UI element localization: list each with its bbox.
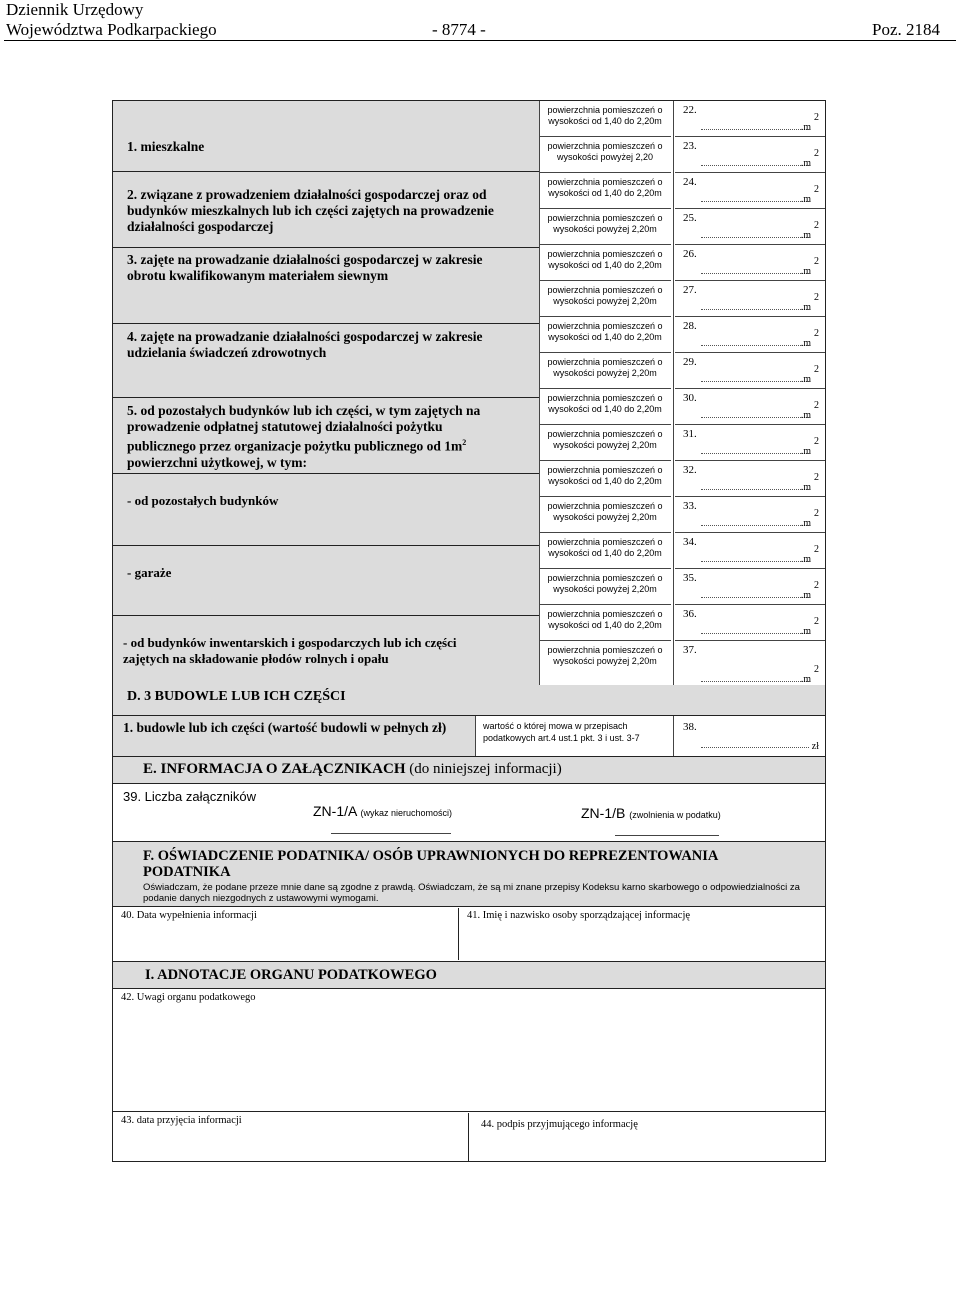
subrow-label: powierzchnia pomieszczeń o wysokości od 1,40 do 2,20m bbox=[539, 461, 671, 497]
preparer-name-field[interactable] bbox=[459, 908, 825, 960]
unit-label: .m bbox=[800, 158, 811, 169]
unit-sup: 2 bbox=[814, 616, 819, 627]
dotted-line bbox=[701, 237, 809, 238]
subrow-label: powierzchnia pomieszczeń o wysokości powyżej 2,20m bbox=[539, 497, 671, 533]
fill-date-label: 40. Data wypełnienia informacji bbox=[121, 910, 257, 921]
field-number: 22. bbox=[683, 104, 697, 116]
unit-sup: 2 bbox=[814, 256, 819, 267]
field-number: 30. bbox=[683, 392, 697, 404]
field-number: 28. bbox=[683, 320, 697, 332]
dotted-line bbox=[701, 453, 809, 454]
field-number: 33. bbox=[683, 500, 697, 512]
receipt-date-field[interactable] bbox=[113, 1113, 469, 1161]
declaration-text: Oświadczam, że podane przeze mnie dane są zgodne z prawdą. Oświadczam, że są mi znane przepisy Kodeksu karno skarbowego o odpowiedzialności za podanie danych niezgodnych z ustawowymi wymogami. bbox=[143, 882, 800, 904]
divider bbox=[113, 247, 539, 248]
receipt-date-label: 43. data przyjęcia informacji bbox=[121, 1115, 242, 1126]
dotted-line bbox=[701, 525, 809, 526]
unit-sup: 2 bbox=[814, 400, 819, 411]
column-separator bbox=[673, 101, 674, 689]
receiver-signature-field[interactable] bbox=[469, 1113, 825, 1161]
journal-title: Dziennik Urzędowy bbox=[6, 0, 144, 19]
divider bbox=[113, 545, 539, 546]
unit-sup: 2 bbox=[814, 544, 819, 555]
unit-label: .m bbox=[800, 590, 811, 601]
section-4-label: 4. zajęte na prowadzanie działalności gospodarczej w zakresie udzielania świadczeń zdrowotnych bbox=[127, 329, 483, 360]
header-rule bbox=[4, 40, 956, 41]
field-33[interactable] bbox=[675, 497, 825, 533]
subrow-label: powierzchnia pomieszczeń o wysokości od 1,40 do 2,20m bbox=[539, 605, 671, 641]
attachments-field[interactable] bbox=[119, 785, 825, 839]
page-header bbox=[0, 0, 960, 42]
field-number: 38. bbox=[683, 721, 697, 733]
dotted-line bbox=[701, 597, 809, 598]
section-5-label: 5. od pozostałych budynków lub ich części, w tym zajętych na prowadzenie odpłatnej statutowej działalności pożytku publicznego przez organizacje pożytku publicznego od $1m^2$ powierzchni użytkowej, w tym: bbox=[127, 403, 481, 470]
fill-date-field[interactable] bbox=[113, 908, 459, 960]
attachment-zn1b: ZN-1/B (zwolnienia w podatku) bbox=[581, 805, 721, 821]
field-31[interactable] bbox=[675, 425, 825, 461]
dotted-line bbox=[701, 681, 809, 682]
dotted-line bbox=[701, 747, 809, 748]
unit-label: .m bbox=[800, 626, 811, 637]
field-24[interactable] bbox=[675, 173, 825, 209]
field-number: 36. bbox=[683, 608, 697, 620]
subrow-label: powierzchnia pomieszczeń o wysokości powyżej 2,20m bbox=[539, 641, 671, 689]
unit-sup: 2 bbox=[814, 112, 819, 123]
field-number: 25. bbox=[683, 212, 697, 224]
unit-label: .m bbox=[800, 410, 811, 421]
field-38[interactable] bbox=[675, 716, 825, 756]
field-23[interactable] bbox=[675, 137, 825, 173]
subrow-label: powierzchnia pomieszczeń o wysokości od 1,40 do 2,20m bbox=[539, 173, 671, 209]
other-buildings-label: - od pozostałych budynków bbox=[127, 493, 279, 508]
structures-note: wartość o której mowa w przepisach podatkowych art.4 ust.1 pkt. 3 i ust. 3-7 bbox=[483, 721, 640, 743]
dotted-line bbox=[701, 381, 809, 382]
field-26[interactable] bbox=[675, 245, 825, 281]
field-30[interactable] bbox=[675, 389, 825, 425]
subrow-label: powierzchnia pomieszczeń o wysokości powyżej 2,20m bbox=[539, 425, 671, 461]
field-22[interactable] bbox=[675, 101, 825, 137]
unit-sup: 2 bbox=[814, 472, 819, 483]
field-34[interactable] bbox=[675, 533, 825, 569]
unit-label: .m bbox=[800, 674, 811, 685]
field-number: 32. bbox=[683, 464, 697, 476]
zn1b-count-line[interactable] bbox=[615, 835, 719, 836]
section-2-label: 2. związane z prowadzeniem działalności gospodarczej oraz od budynków mieszkalnych lub ich części zajętych na prowadzenie działalności gospodarczej bbox=[127, 187, 494, 234]
structures-label: 1. budowle lub ich części (wartość budowli w pełnych zł) bbox=[123, 720, 447, 735]
section-e-title: E. INFORMACJA O ZAŁĄCZNIKACH (do niniejszej informacji) bbox=[143, 761, 562, 777]
unit-label: .m bbox=[800, 230, 811, 241]
field-37[interactable] bbox=[675, 641, 825, 689]
section-i-header bbox=[113, 961, 825, 989]
authority-notes-field[interactable] bbox=[113, 990, 825, 1112]
unit-sup: 2 bbox=[814, 328, 819, 339]
field-32[interactable] bbox=[675, 461, 825, 497]
column-separator bbox=[475, 716, 476, 756]
unit-label: .m bbox=[800, 302, 811, 313]
subrow-label: powierzchnia pomieszczeń o wysokości powyżej 2,20 bbox=[539, 137, 671, 173]
section-3-label: 3. zajęte na prowadzanie działalności gospodarczej w zakresie obrotu kwalifikowanym materiałem siewnym bbox=[127, 252, 483, 283]
section-f-title: F. OŚWIADCZENIE PODATNIKA/ OSÓB UPRAWNIONYCH DO REPREZENTOWANIA bbox=[143, 848, 719, 864]
unit-sup: 2 bbox=[814, 220, 819, 231]
receiver-signature-label: 44. podpis przyjmującego informację bbox=[481, 1119, 638, 1130]
section-1-label: 1. mieszkalne bbox=[127, 139, 205, 154]
unit-label: .m bbox=[800, 554, 811, 565]
dotted-line bbox=[701, 633, 809, 634]
dotted-line bbox=[701, 417, 809, 418]
dotted-line bbox=[701, 273, 809, 274]
unit-sup: 2 bbox=[814, 664, 819, 675]
section-d3-header bbox=[113, 685, 825, 715]
unit-sup: 2 bbox=[814, 436, 819, 447]
subrow-label: powierzchnia pomieszczeń o wysokości od 1,40 do 2,20m bbox=[539, 245, 671, 281]
divider bbox=[113, 171, 539, 172]
page-number: - 8774 - bbox=[432, 20, 486, 39]
dotted-line bbox=[701, 165, 809, 166]
section-e-header bbox=[113, 756, 825, 784]
unit-label: .m bbox=[800, 518, 811, 529]
unit-sup: 2 bbox=[814, 580, 819, 591]
farm-buildings-label: - od budynków inwentarskich i gospodarczych lub ich części zajętych na składowanie płodów rolnych i opału bbox=[123, 635, 457, 666]
field-28[interactable] bbox=[675, 317, 825, 353]
field-number: 29. bbox=[683, 356, 697, 368]
divider bbox=[113, 397, 539, 398]
divider bbox=[113, 473, 539, 474]
field-number: 31. bbox=[683, 428, 697, 440]
subrow-label: powierzchnia pomieszczeń o wysokości powyżej 2,20m bbox=[539, 209, 671, 245]
unit-sup: 2 bbox=[814, 184, 819, 195]
unit-label: .m bbox=[800, 122, 811, 133]
field-number: 37. bbox=[683, 644, 697, 656]
subrow-label: powierzchnia pomieszczeń o wysokości od 1,40 do 2,20m bbox=[539, 101, 671, 137]
dotted-line bbox=[701, 309, 809, 310]
zn1a-count-line[interactable] bbox=[331, 833, 451, 834]
unit-sup: 2 bbox=[814, 364, 819, 375]
field-25[interactable] bbox=[675, 209, 825, 245]
subrow-label: powierzchnia pomieszczeń o wysokości od 1,40 do 2,20m bbox=[539, 533, 671, 569]
tax-form bbox=[112, 100, 826, 1162]
field-number: 34. bbox=[683, 536, 697, 548]
position-number: Poz. 2184 bbox=[872, 20, 940, 39]
field-number: 24. bbox=[683, 176, 697, 188]
column-separator bbox=[673, 716, 674, 756]
subrow-label: powierzchnia pomieszczeń o wysokości powyżej 2,20m bbox=[539, 353, 671, 389]
divider bbox=[113, 615, 539, 616]
dotted-line bbox=[701, 201, 809, 202]
attachments-count-label: 39. Liczba załączników bbox=[123, 789, 256, 804]
unit-label: .m bbox=[800, 194, 811, 205]
subrow-label: powierzchnia pomieszczeń o wysokości od 1,40 do 2,20m bbox=[539, 389, 671, 425]
field-27[interactable] bbox=[675, 281, 825, 317]
d3-row-label-cell bbox=[113, 716, 475, 756]
authority-notes-label: 42. Uwagi organu podatkowego bbox=[121, 992, 256, 1003]
section-f-title-line2: PODATNIKA bbox=[143, 864, 231, 880]
dotted-line bbox=[701, 129, 809, 130]
unit-sup: 2 bbox=[814, 508, 819, 519]
unit-label: .m bbox=[800, 266, 811, 277]
section-f-header bbox=[113, 841, 825, 907]
journal-subtitle: Województwa Podkarpackiego bbox=[6, 20, 217, 39]
subrow-label: powierzchnia pomieszczeń o wysokości od 1,40 do 2,20m bbox=[539, 317, 671, 353]
field-35[interactable] bbox=[675, 569, 825, 605]
dotted-line bbox=[701, 345, 809, 346]
garages-label: - garaże bbox=[127, 565, 172, 580]
section-d3-title: D. 3 BUDOWLE LUB ICH CZĘŚCI bbox=[127, 689, 346, 704]
divider bbox=[113, 323, 539, 324]
dotted-line bbox=[701, 561, 809, 562]
field-36[interactable] bbox=[675, 605, 825, 641]
preparer-name-label: 41. Imię i nazwisko osoby sporządzającej informację bbox=[467, 910, 691, 921]
unit-label: .m bbox=[800, 446, 811, 457]
unit-label: .m bbox=[800, 374, 811, 385]
dotted-line bbox=[701, 489, 809, 490]
subrow-label: powierzchnia pomieszczeń o wysokości powyżej 2,20m bbox=[539, 281, 671, 317]
field-29[interactable] bbox=[675, 353, 825, 389]
subrow-label: powierzchnia pomieszczeń o wysokości powyżej 2,20m bbox=[539, 569, 671, 605]
unit-label: .m bbox=[800, 482, 811, 493]
field-number: 23. bbox=[683, 140, 697, 152]
section-i-title: I. ADNOTACJE ORGANU PODATKOWEGO bbox=[145, 967, 437, 983]
unit-sup: 2 bbox=[814, 292, 819, 303]
field-number: 27. bbox=[683, 284, 697, 296]
field-number: 35. bbox=[683, 572, 697, 584]
unit-label: .m bbox=[800, 338, 811, 349]
unit-sup: 2 bbox=[814, 148, 819, 159]
unit-label: zł bbox=[811, 741, 819, 752]
field-number: 26. bbox=[683, 248, 697, 260]
attachment-zn1a: ZN-1/A (wykaz nieruchomości) bbox=[313, 803, 452, 819]
